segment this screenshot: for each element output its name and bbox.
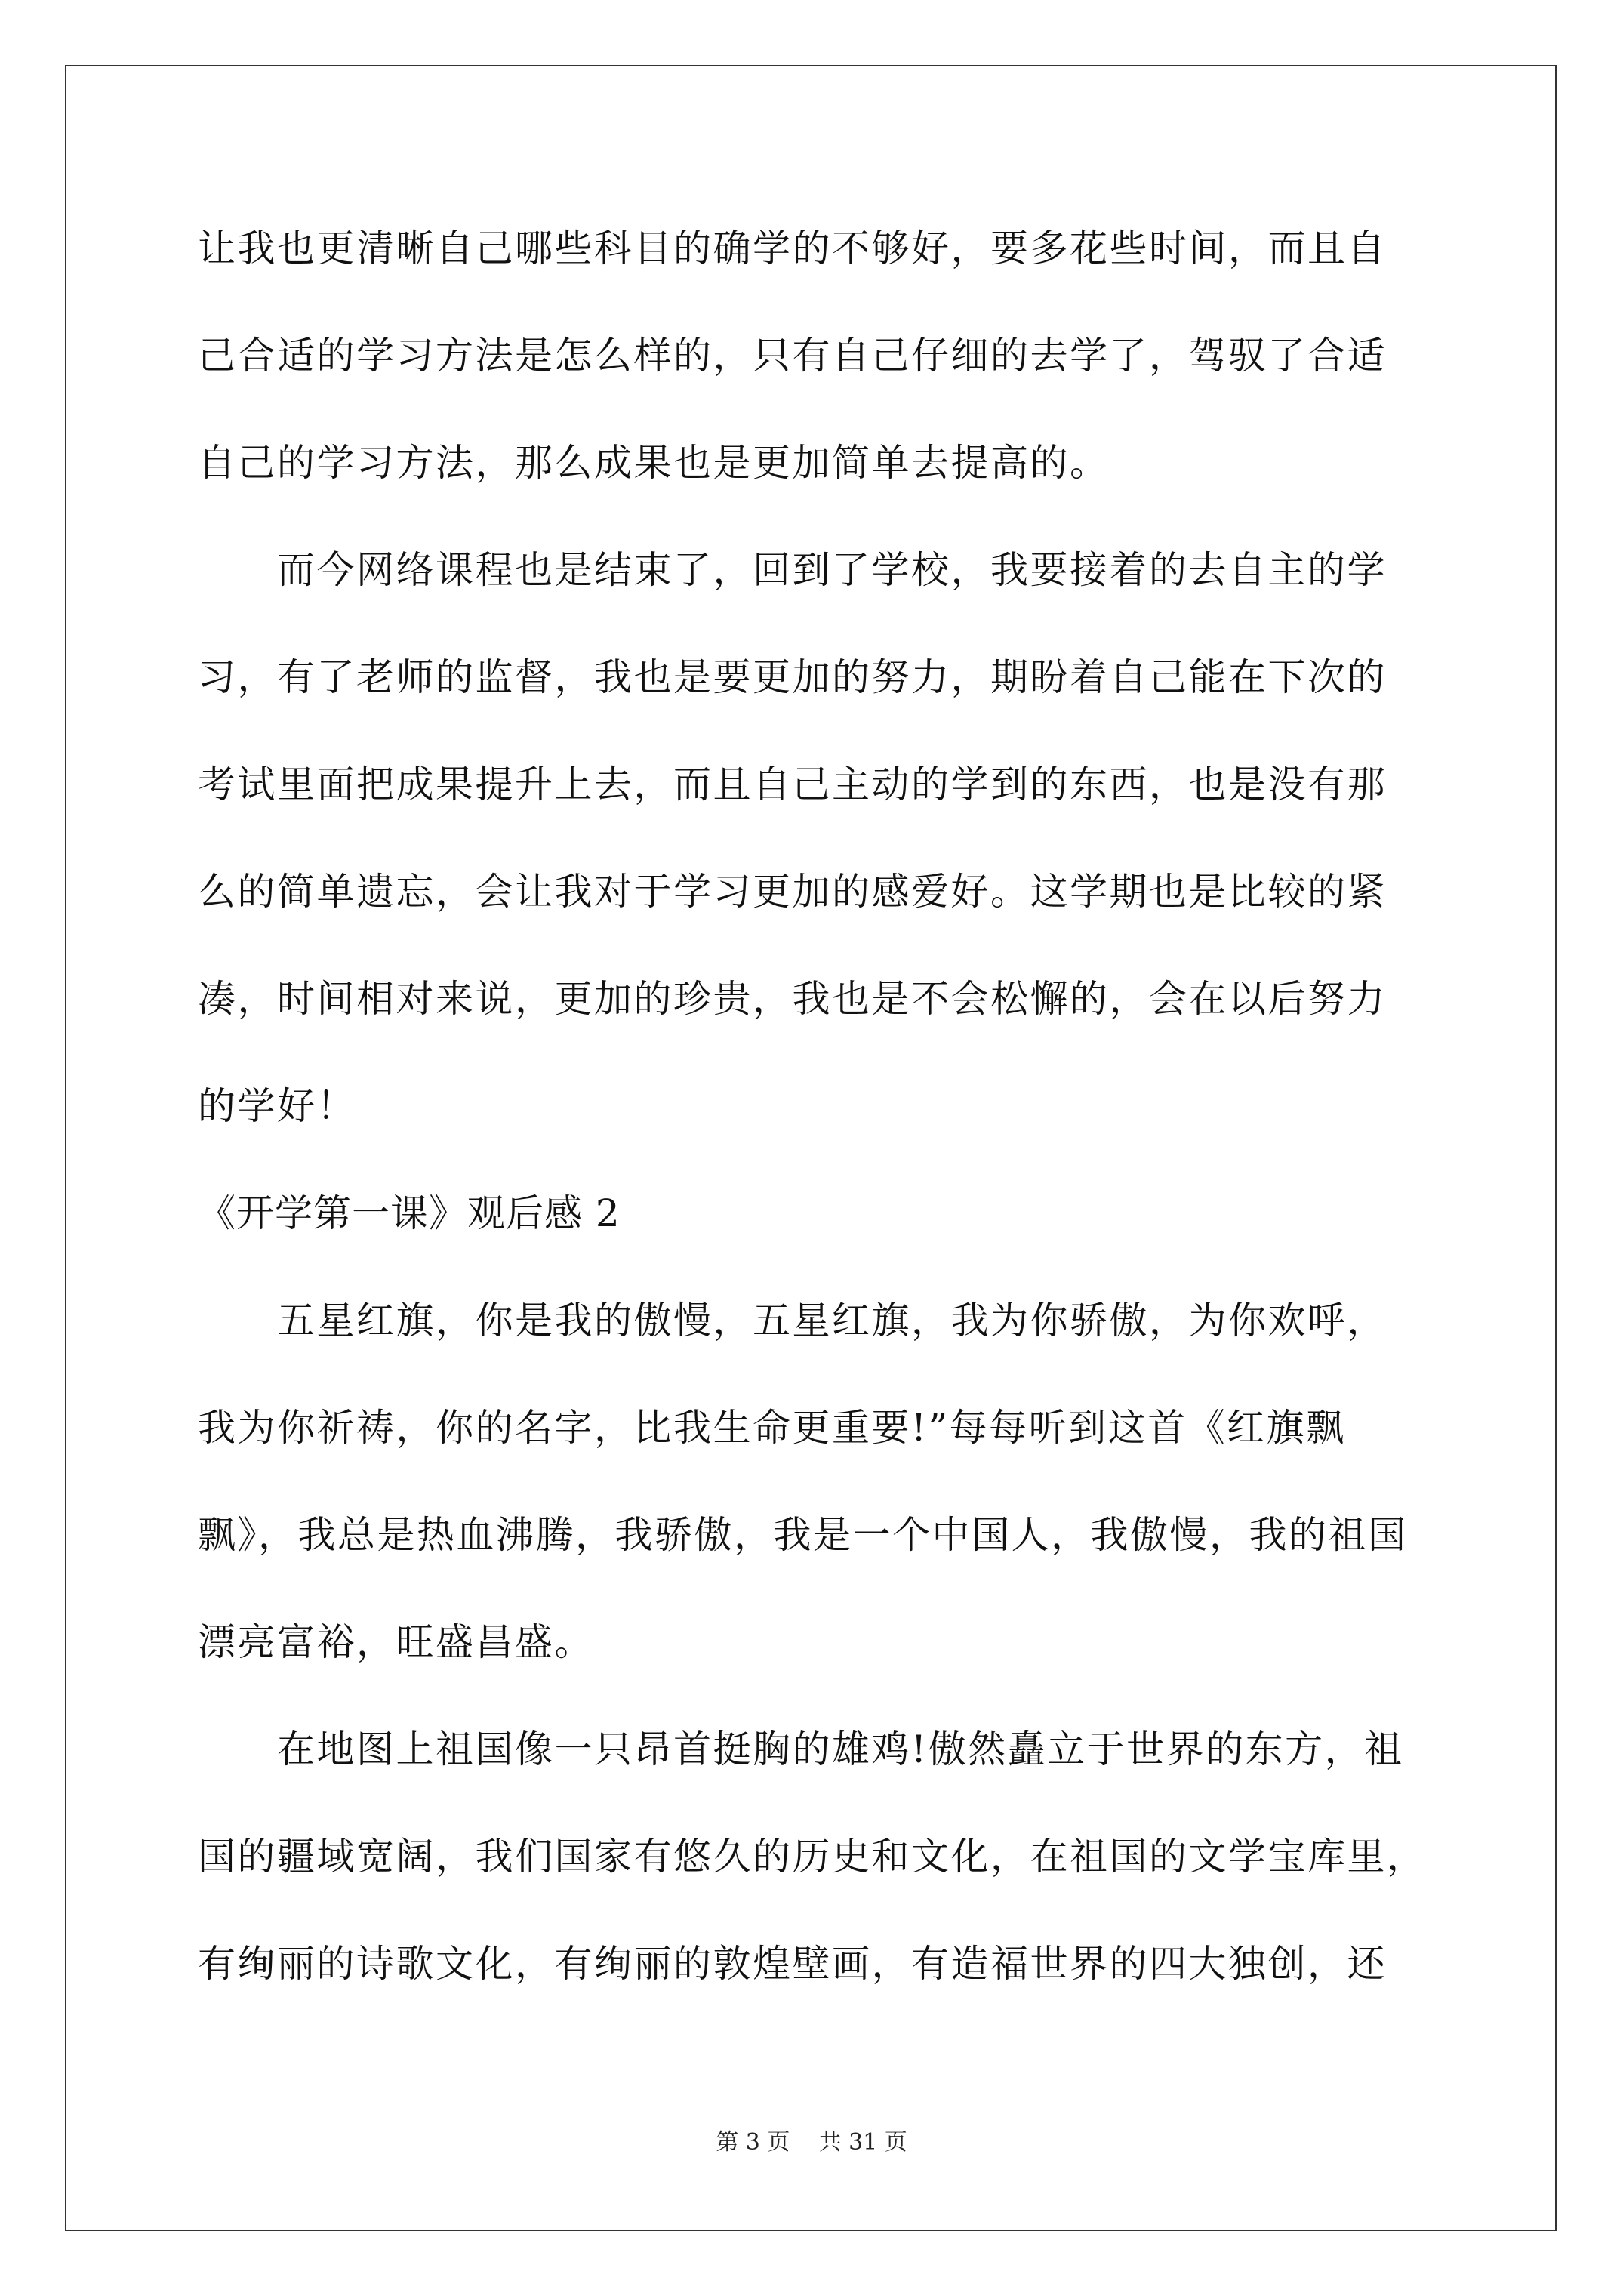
text-line: 国的疆域宽阔，我们国家有悠久的历史和文化，在祖国的文学宝库里，	[198, 1835, 1427, 1878]
page-total: 共 31 页	[818, 2129, 907, 2156]
text-line: 自己的学习方法，那么成果也是更加简单去提高的。	[198, 441, 1110, 485]
text-line: 五星红旗，你是我的傲慢，五星红旗，我为你骄傲，为你欢呼，	[198, 1299, 1387, 1342]
text-line: 我为你祈祷，你的名字，比我生命更重要!”每每听到这首《红旗飘	[198, 1406, 1346, 1450]
section-heading: 《开学第一课》观后感 2	[198, 1191, 621, 1235]
text-line: 凑，时间相对来说，更加的珍贵，我也是不会松懈的，会在以后努力	[198, 977, 1387, 1021]
document-body	[198, 195, 1427, 2017]
page-footer	[0, 2128, 1623, 2158]
text-line: 的学好！	[198, 1084, 356, 1128]
text-line: 漂亮富裕，旺盛昌盛。	[198, 1620, 594, 1664]
text-line: 而今网络课程也是结束了，回到了学校，我要接着的去自主的学	[198, 548, 1387, 592]
text-line: 有绚丽的诗歌文化，有绚丽的敦煌壁画，有造福世界的四大独创，还	[198, 1942, 1387, 1986]
text-line: 飘》，我总是热血沸腾，我骄傲，我是一个中国人，我傲慢，我的祖国	[198, 1513, 1408, 1557]
text-line: 在地图上祖国像一只昂首挺胸的雄鸡!傲然矗立于世界的东方，祖	[198, 1727, 1404, 1771]
text-line: 己合适的学习方法是怎么样的，只有自己仔细的去学了，驾驭了合适	[198, 334, 1387, 378]
text-line: 让我也更清晰自己哪些科目的确学的不够好，要多花些时间，而且自	[198, 227, 1387, 270]
text-line: 习，有了老师的监督，我也是要更加的努力，期盼着自己能在下次的	[198, 655, 1387, 699]
text-line: 考试里面把成果提升上去，而且自己主动的学到的东西，也是没有那	[198, 763, 1387, 806]
page-number: 第 3 页	[716, 2129, 790, 2156]
text-line: 么的简单遗忘，会让我对于学习更加的感爱好。这学期也是比较的紧	[198, 870, 1387, 914]
